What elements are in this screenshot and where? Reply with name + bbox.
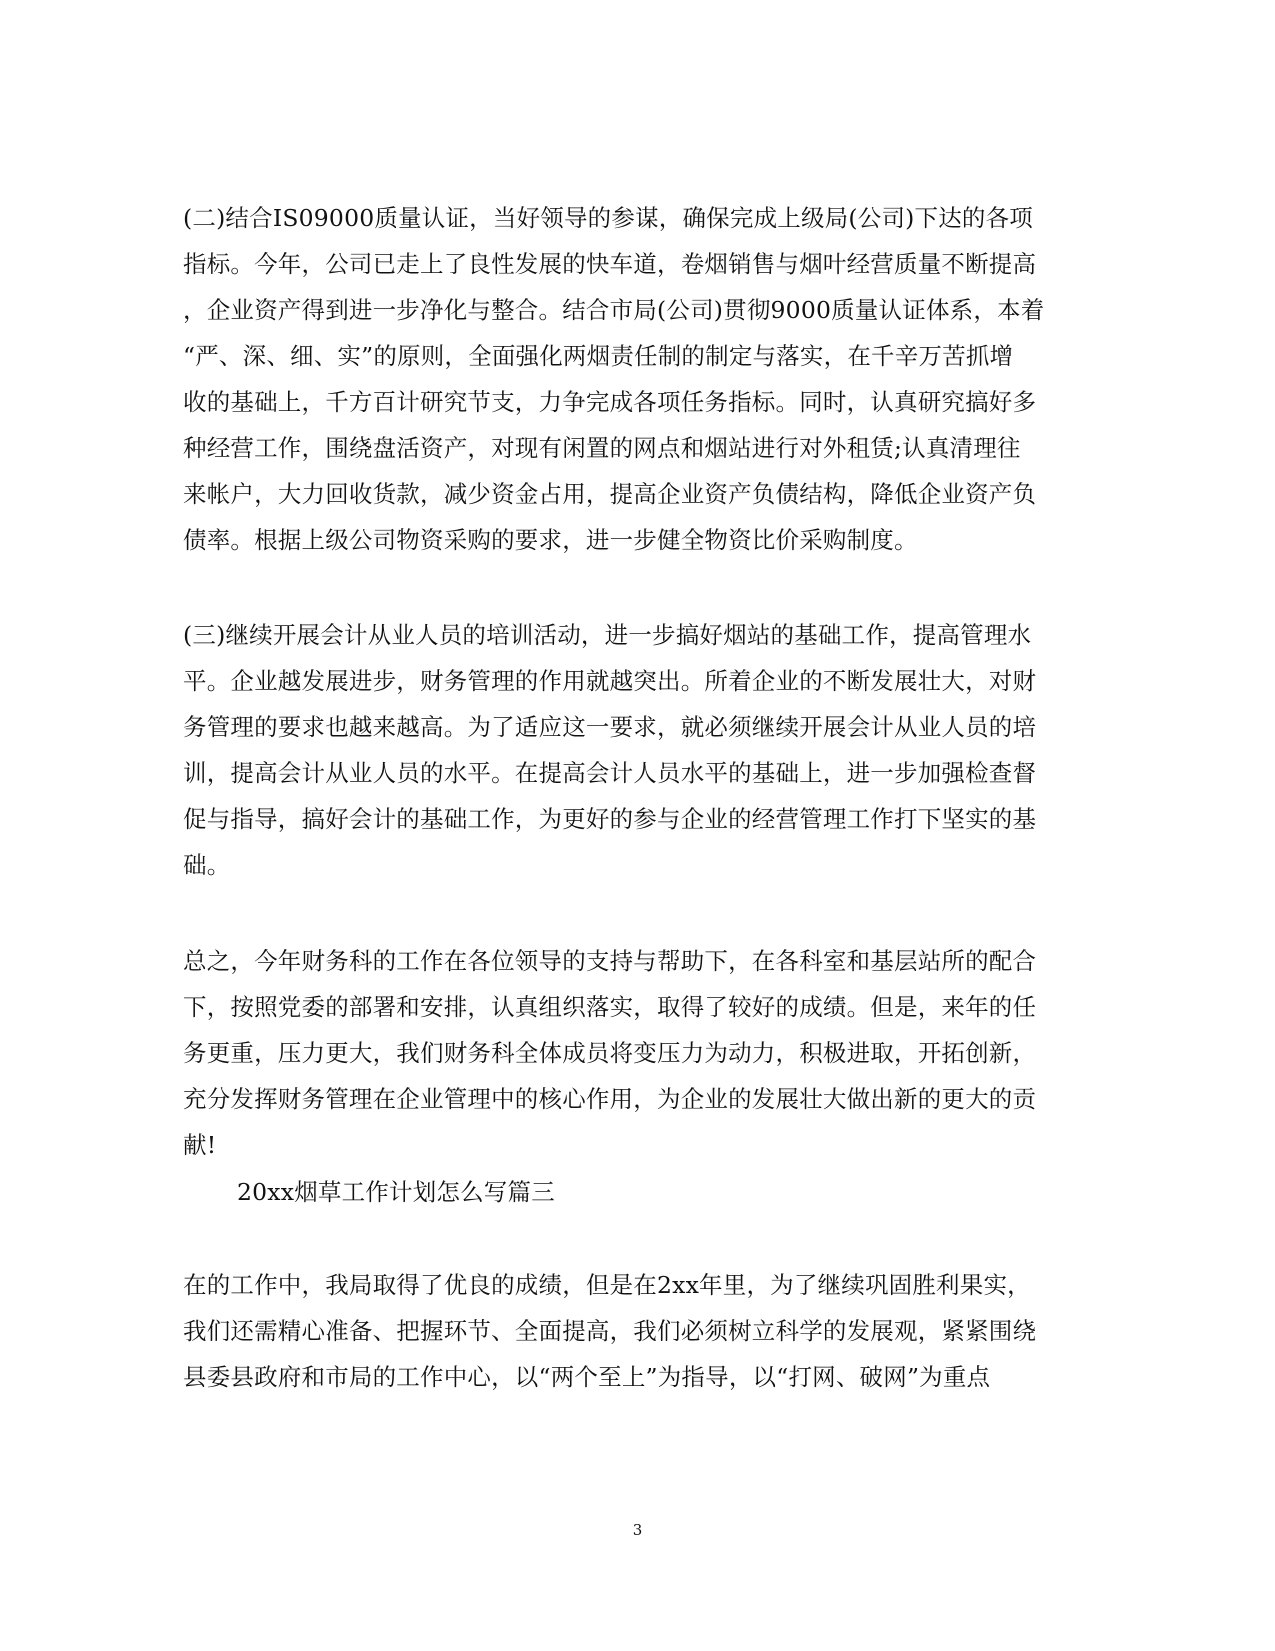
text-line: 来帐户，大力回收货款，减少资金占用，提高企业资产负债结构，降低企业资产负 [183, 480, 1037, 508]
text-line: 务更重，压力更大，我们财务科全体成员将变压力为动力，积极进取，开拓创新， [183, 1039, 1037, 1067]
text-line: 务管理的要求也越来越高。为了适应这一要求，就必须继续开展会计从业人员的培 [183, 713, 1037, 741]
text-line: 下，按照党委的部署和安排，认真组织落实，取得了较好的成绩。但是，来年的任 [183, 993, 1037, 1021]
text-line: (二)结合IS09000质量认证，当好领导的参谋，确保完成上级局(公司)下达的各项 [183, 204, 1034, 232]
text-line: 训，提高会计从业人员的水平。在提高会计人员水平的基础上，进一步加强检查督 [183, 759, 1037, 787]
text-line: 促与指导，搞好会计的基础工作，为更好的参与企业的经营管理工作打下坚实的基 [183, 805, 1037, 833]
text-line: 献! [183, 1131, 217, 1159]
text-line: 收的基础上，千方百计研究节支，力争完成各项任务指标。同时，认真研究搞好多 [183, 388, 1037, 416]
text-line: 充分发挥财务管理在企业管理中的核心作用，为企业的发展壮大做出新的更大的贡 [183, 1085, 1037, 1113]
text-line: 县委县政府和市局的工作中心，以“两个至上”为指导，以“打网、破网”为重点 [183, 1363, 991, 1391]
text-line: 债率。根据上级公司物资采购的要求，进一步健全物资比价采购制度。 [183, 526, 918, 554]
text-line: ，企业资产得到进一步净化与整合。结合市局(公司)贯彻9000质量认证体系，本着 [183, 296, 1045, 324]
section-heading: 20xx烟草工作计划怎么写篇三 [237, 1178, 555, 1206]
text-line: “严、深、细、实”的原则，全面强化两烟责任制的制定与落实，在千辛万苦抓增 [183, 342, 1014, 370]
page-number: 3 [632, 1521, 643, 1539]
text-line: 平。企业越发展进步，财务管理的作用就越突出。所着企业的不断发展壮大，对财 [183, 667, 1037, 695]
text-line: 础。 [183, 851, 231, 879]
text-line: 在的工作中，我局取得了优良的成绩，但是在2xx年里，为了继续巩固胜利果实， [183, 1271, 1031, 1299]
text-line: 种经营工作，围绕盘活资产，对现有闲置的网点和烟站进行对外租赁;认真清理往 [183, 434, 1021, 462]
text-line: 总之，今年财务科的工作在各位领导的支持与帮助下，在各科室和基层站所的配合 [183, 947, 1037, 975]
text-line: 我们还需精心准备、把握环节、全面提高，我们必须树立科学的发展观，紧紧围绕 [183, 1317, 1037, 1345]
text-line: (三)继续开展会计从业人员的培训活动，进一步搞好烟站的基础工作，提高管理水 [183, 621, 1032, 649]
text-line: 指标。今年，公司已走上了良性发展的快车道，卷烟销售与烟叶经营质量不断提高 [183, 250, 1037, 278]
